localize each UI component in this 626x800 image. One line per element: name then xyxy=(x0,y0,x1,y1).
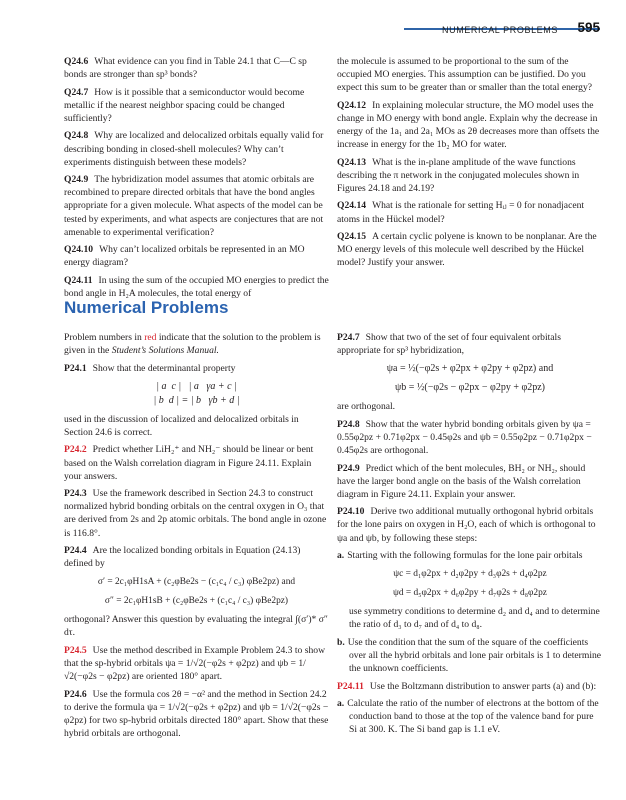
question-number: Q24.7 xyxy=(64,86,89,98)
running-head: NUMERICAL PROBLEMS xyxy=(442,25,558,35)
question-item xyxy=(64,129,329,168)
question-item xyxy=(64,55,329,81)
question-item xyxy=(337,99,603,151)
problem-item xyxy=(64,487,329,539)
problem-number: P24.2 xyxy=(64,444,87,456)
subpart-text: Calculate the ratio of the number of electrons at the bottom of the conduction band to those at the top of the valence band for pure Si at 300. K. The Si band gap is 1.1 eV. xyxy=(347,698,599,736)
problem-text: Predict which of the bent molecules, BH₂ or NH₂, should have the larger bond angle on the basis of the Walsh correlation diagram in Figure 24.11. Explain your answer. xyxy=(337,462,586,500)
problem-number: P24.10 xyxy=(337,506,365,518)
problem-number: P24.8 xyxy=(337,418,360,430)
problem-text: used in the discussion of localized and delocalized orbitals in Section 24.6 is correct. xyxy=(64,413,299,438)
problem-text: Use the Boltzmann distribution to answer parts (a) and (b): xyxy=(369,680,597,692)
problems-column-right xyxy=(337,331,603,741)
question-item xyxy=(64,86,329,125)
psi-c-equation: ψc = d₁φ2px + d₂φ2py + d₃φ2s + d₄φ2pz xyxy=(393,569,547,580)
question-number: Q24.9 xyxy=(64,174,89,186)
subpart-label: a. xyxy=(337,698,345,710)
problem-text: are orthogonal. xyxy=(337,401,396,413)
problem-text: Show that the determinantal property xyxy=(92,362,236,374)
subpart-text: use symmetry conditions to determine d₂ and d₄ and to determine the ratio of d₃ to d₇ and of d₄ to d₈. xyxy=(349,606,600,631)
question-text: In explaining molecular structure, the MO model uses the change in MO energy with bond angle. Explain why the decrease in energy of the 1a₁ and 2a₁ MOs as 2θ decreases more than offsets the increase in energy for the 1b₂ MO for water. xyxy=(337,99,600,151)
psi-d-equation: ψd = d₅φ2px + d₆φ2py + d₇φ2s + d₈φ2pz xyxy=(393,588,547,599)
problem-text: Are the localized bonding orbitals in Equation (24.13) defined by xyxy=(64,545,301,570)
problem-item xyxy=(64,362,329,375)
problem-text: Derive two additional mutually orthogonal hybrid orbitals for the lone pairs on oxygen in H₂O, each of which is orthogonal to ψa and ψb, by following these steps: xyxy=(337,506,596,544)
conceptual-column-right xyxy=(337,55,603,274)
solutions-manual-title: Student’s Solutions Manual. xyxy=(111,345,219,357)
question-text: What is the in-plane amplitude of the wave functions describing the π network in the conjugated molecules shown in Figures 24.18 and 24.19? xyxy=(337,156,580,194)
problem-text: Use the framework described in Section 24.3 to construct normalized hybrid bonding orbitals on the central oxygen in O₃ that are derived from 2s and 2p atomic orbitals. The bond angle in ozone is 116.8°. xyxy=(64,488,327,539)
question-text: Why are localized and delocalized orbitals equally valid for describing bonding in closed-shell molecules? Why can’t experiments distinguish between these models? xyxy=(64,130,324,168)
problems-column-left xyxy=(64,331,329,745)
subpart-text: Starting with the following formulas for the lone pair orbitals xyxy=(347,550,583,562)
subpart-text: Use the condition that the sum of the square of the coefficients over all the hybrid orbitals and lone pair orbitals is 1 to determine the unknown coefficients. xyxy=(347,636,602,675)
question-item xyxy=(337,55,603,94)
problem-text: Use the formula cos 2θ = −α² and the method in Section 24.2 to derive the formula ψa = 1/√2(−φ2s + φ2pz) and ψb = 1/√2(−φ2s − φ2pz) for two sp-hybrid orbitals directed 180° apart. Show that these hybrid orbitals are orthogonal. xyxy=(64,688,329,740)
problem-text: Show that the water hybrid bonding orbitals given by ψa = 0.55φ2pz + 0.71φ2px − 0.45φ2s and ψb = 0.55φ2pz − 0.71φ2px − 0.45φ2s are orthogonal. xyxy=(337,418,592,456)
section-title: Numerical Problems xyxy=(64,298,229,317)
question-item xyxy=(64,173,329,238)
psi-a-equation: ψa = ½(−φ2s + φ2px + φ2py + φ2pz) and xyxy=(386,363,554,375)
intro-red-word: red xyxy=(144,332,157,343)
question-text: What evidence can you find in Table 24.1 that C—C sp bonds are stronger than sp³ bonds? xyxy=(64,56,307,81)
question-number: Q24.11 xyxy=(64,274,93,286)
question-text: A certain cyclic polyene is known to be nonplanar. Are the MO energy levels of this molecule well described by the Hückel model? Justify your answer. xyxy=(337,231,597,269)
problem-number: P24.6 xyxy=(64,688,87,700)
subpart-label: a. xyxy=(337,550,345,562)
problem-item xyxy=(337,418,603,457)
sigma-double-prime-equation: σ″ = 2c₁φH1sB + (c₂φBe2s + (c₁c₄ / c₃) φBe2pz) xyxy=(104,596,289,607)
determinant-row-1: | a c | | a γa + c | xyxy=(156,380,237,392)
page-number: 595 xyxy=(577,20,600,35)
question-item xyxy=(337,230,603,269)
problem-number: P24.11 xyxy=(337,680,364,692)
problem-number: P24.3 xyxy=(64,488,87,500)
question-text: What is the rationale for setting Hᵢⱼ = 0 for nonadjacent atoms in the Hückel model? xyxy=(337,200,585,225)
problem-text: Show that two of the set of four equivalent orbitals appropriate for sp³ hybridization, xyxy=(337,332,561,357)
problem-text: Predict whether LiH₂⁺ and NH₂⁻ should be linear or bent based on the Walsh correlation diagram in Figure 24.11. Explain your answers. xyxy=(64,444,314,482)
problem-item xyxy=(337,505,603,544)
problem-number: P24.4 xyxy=(64,545,87,557)
page-header xyxy=(0,0,626,44)
subpart-a xyxy=(337,697,603,736)
problem-item xyxy=(337,331,603,357)
problem-number: P24.9 xyxy=(337,462,360,474)
intro-paragraph xyxy=(64,331,329,357)
determinant-equation xyxy=(64,380,329,408)
subpart-label: b. xyxy=(337,636,345,648)
determinant-row-2: | b d | = | b γb + d | xyxy=(153,394,240,406)
question-item xyxy=(337,199,603,225)
subpart-a xyxy=(337,549,603,562)
problem-item xyxy=(64,644,329,683)
problem-number: P24.7 xyxy=(337,332,360,343)
question-text: the molecule is assumed to be proportional to the sum of the occupied MO energies. This assumption can be justified. Do you expect this sum to be greater than or smaller than the total energy? xyxy=(337,56,593,94)
psi-b-equation: ψb = ½(−φ2s − φ2px − φ2py + φ2pz) xyxy=(394,382,546,394)
question-text: In using the sum of the occupied MO energies to predict the bond angle in H₂A molecules, the total energy of xyxy=(64,274,329,299)
question-item xyxy=(64,243,329,269)
question-number: Q24.15 xyxy=(337,231,367,243)
problem-item xyxy=(64,443,329,482)
question-number: Q24.6 xyxy=(64,56,89,67)
conceptual-column-left xyxy=(64,55,329,305)
problem-item xyxy=(64,688,329,740)
problem-text: Use the method described in Example Problem 24.3 to show that the sp-hybrid orbitals ψa = 1/√2(−φ2s + φ2pz) and ψb = 1/√2(−φ2s − φ2pz) are oriented 180° apart. xyxy=(64,645,325,683)
problem-text: orthogonal? Answer this question by evaluating the integral ∫(σ′)* σ″ dτ. xyxy=(64,614,328,639)
question-number: Q24.12 xyxy=(337,99,367,111)
question-text: Why can’t localized orbitals be represented in an MO energy diagram? xyxy=(64,244,305,269)
problem-item xyxy=(337,462,603,501)
problem-item xyxy=(337,680,603,693)
subpart-b xyxy=(337,636,603,675)
sigma-prime-equation: σ′ = 2c₁φH1sA + (c₂φBe2s − (c₁c₄ / c₃) φBe2pz) and xyxy=(97,577,296,588)
question-number: Q24.13 xyxy=(337,156,367,168)
question-item xyxy=(64,274,329,300)
question-item xyxy=(337,156,603,195)
question-text: The hybridization model assumes that atomic orbitals are recombined to prepare directed orbitals that have the bond angles appropriate for a given molecule. What aspects of the model can be tested by experiments, and what aspects are conjectures that are not amenable to experimental verification? xyxy=(64,174,324,238)
intro-text-2: indicate that the solution to the problem is given in the xyxy=(64,332,321,357)
problem-item xyxy=(64,544,329,570)
problem-number: P24.1 xyxy=(64,362,87,374)
question-number: Q24.14 xyxy=(337,200,367,212)
question-text: How is it possible that a semiconductor would become metallic if the nearest neighbor spacing could be changed sufficiently? xyxy=(64,86,305,124)
question-number: Q24.10 xyxy=(64,244,94,256)
problem-number: P24.5 xyxy=(64,645,87,656)
question-number: Q24.8 xyxy=(64,130,89,142)
intro-text: Problem numbers in xyxy=(64,332,145,343)
